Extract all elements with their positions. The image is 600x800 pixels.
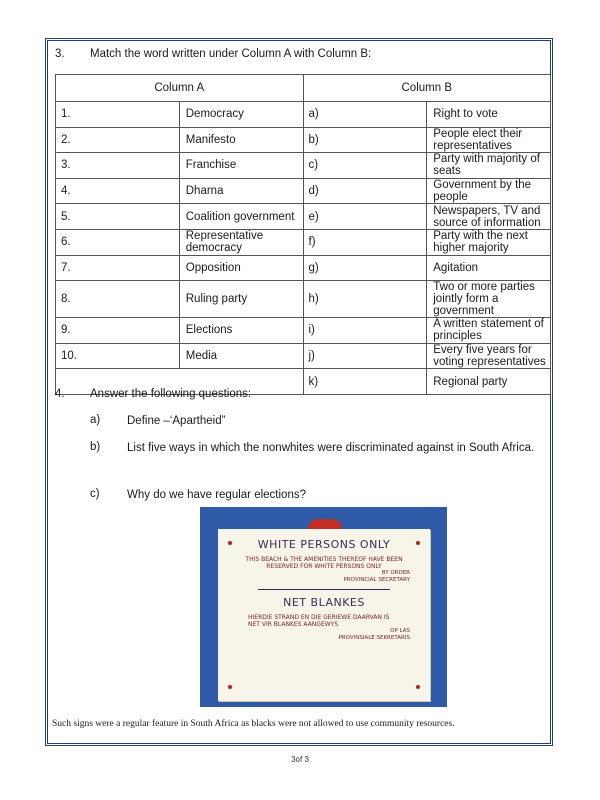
column-a-header: Column A (56, 75, 304, 102)
column-a-number: 10. (56, 343, 180, 369)
column-a-number: 3. (56, 153, 180, 179)
table-row (56, 153, 551, 179)
column-b-letter: a) (303, 102, 427, 128)
sign-order-english: BY ORDER (381, 570, 410, 576)
table-row (56, 255, 551, 281)
column-b-letter: h) (303, 281, 427, 318)
table-row (56, 229, 551, 255)
column-b-letter: i) (303, 318, 427, 344)
sign-body-afrikaans: HIERDIE STRAND EN DIE GERIEWE DAARVAN IS NET VIR BLANKES AANGEWYS (248, 614, 390, 628)
sub-question-text: Define –‘Apartheid” (127, 415, 226, 427)
bolt-icon (228, 685, 232, 689)
question-instruction: Match the word written under Column A with Column B: (90, 48, 372, 60)
column-b-term: Every five years for voting representatives (427, 343, 551, 369)
column-a-term: Coalition government (179, 204, 303, 230)
sign-authority-english: PROVINCIAL SECRETARY (343, 577, 410, 583)
column-b-header: Column B (303, 75, 551, 102)
column-b-term: Two or more parties jointly form a government (427, 281, 551, 318)
column-a-term: Dharna (179, 178, 303, 204)
column-a-term: Opposition (179, 255, 303, 281)
column-b-letter: j) (303, 343, 427, 369)
photo-caption: Such signs were a regular feature in South Africa as blacks were not allowed to use community resources. (52, 719, 455, 729)
sign-heading-english: WHITE PERSONS ONLY (257, 538, 391, 551)
bolt-icon (416, 541, 420, 545)
column-b-term: Regional party (427, 369, 551, 395)
sub-question-letter: b) (90, 441, 101, 453)
column-b-term: Party with majority of seats (427, 153, 551, 179)
column-a-term: Democracy (179, 102, 303, 128)
column-a-number: 1. (56, 102, 180, 128)
apartheid-sign-photo (200, 507, 447, 707)
matching-table-body (56, 102, 551, 395)
page-number: 3of 3 (291, 755, 309, 764)
matching-table (55, 74, 551, 395)
table-row (56, 127, 551, 153)
column-b-term: Government by the people (427, 178, 551, 204)
bolt-icon (416, 685, 420, 689)
column-a-term: Manifesto (179, 127, 303, 153)
column-a-number: 6. (56, 229, 180, 255)
column-b-letter: f) (303, 229, 427, 255)
table-row (56, 343, 551, 369)
column-b-letter: k) (303, 369, 427, 395)
column-a-term: Franchise (179, 153, 303, 179)
column-a-number: 8. (56, 281, 180, 318)
sub-question-text: Why do we have regular elections? (127, 489, 306, 501)
sign-divider (258, 589, 390, 590)
sign-board (218, 529, 430, 701)
column-a-number: 7. (56, 255, 180, 281)
column-b-letter: c) (303, 153, 427, 179)
column-a-term: Representative democracy (179, 229, 303, 255)
sign-order-afrikaans: OP LAS (390, 628, 410, 634)
question-3-heading (55, 48, 550, 68)
bolt-icon (228, 541, 232, 545)
column-b-term: People elect their representatives (427, 127, 551, 153)
column-a-number: 5. (56, 204, 180, 230)
column-b-term: Agitation (427, 255, 551, 281)
column-b-term: Right to vote (427, 102, 551, 128)
sign-authority-afrikaans: PROVINSIALE SEKRETARIS (338, 635, 410, 641)
column-b-letter: b) (303, 127, 427, 153)
table-row (56, 204, 551, 230)
sub-question-letter: c) (90, 488, 100, 500)
sub-question-letter: a) (90, 414, 101, 426)
table-row (56, 178, 551, 204)
table-row (56, 281, 551, 318)
column-b-letter: d) (303, 178, 427, 204)
sign-heading-afrikaans: NET BLANKES (283, 596, 365, 609)
question-instruction: Answer the following questions: (90, 388, 252, 400)
sign-body-english: THIS BEACH & THE AMENITIES THEREOF HAVE BEEN RESERVED FOR WHITE PERSONS ONLY (245, 556, 403, 570)
table-row (56, 318, 551, 344)
column-a-number: 9. (56, 318, 180, 344)
question-number: 3. (55, 48, 65, 60)
column-b-term: A written statement of principles (427, 318, 551, 344)
table-row (56, 102, 551, 128)
sub-question-text: List five ways in which the nonwhites were discriminated against in South Africa. (127, 442, 535, 454)
column-b-letter: e) (303, 204, 427, 230)
column-a-number: 2. (56, 127, 180, 153)
column-a-term: Elections (179, 318, 303, 344)
column-b-term: Party with the next higher majority (427, 229, 551, 255)
column-a-term: Media (179, 343, 303, 369)
column-a-term: Ruling party (179, 281, 303, 318)
question-number: 4. (55, 388, 65, 400)
column-b-letter: g) (303, 255, 427, 281)
column-b-term: Newspapers, TV and source of information (427, 204, 551, 230)
column-a-number: 4. (56, 178, 180, 204)
